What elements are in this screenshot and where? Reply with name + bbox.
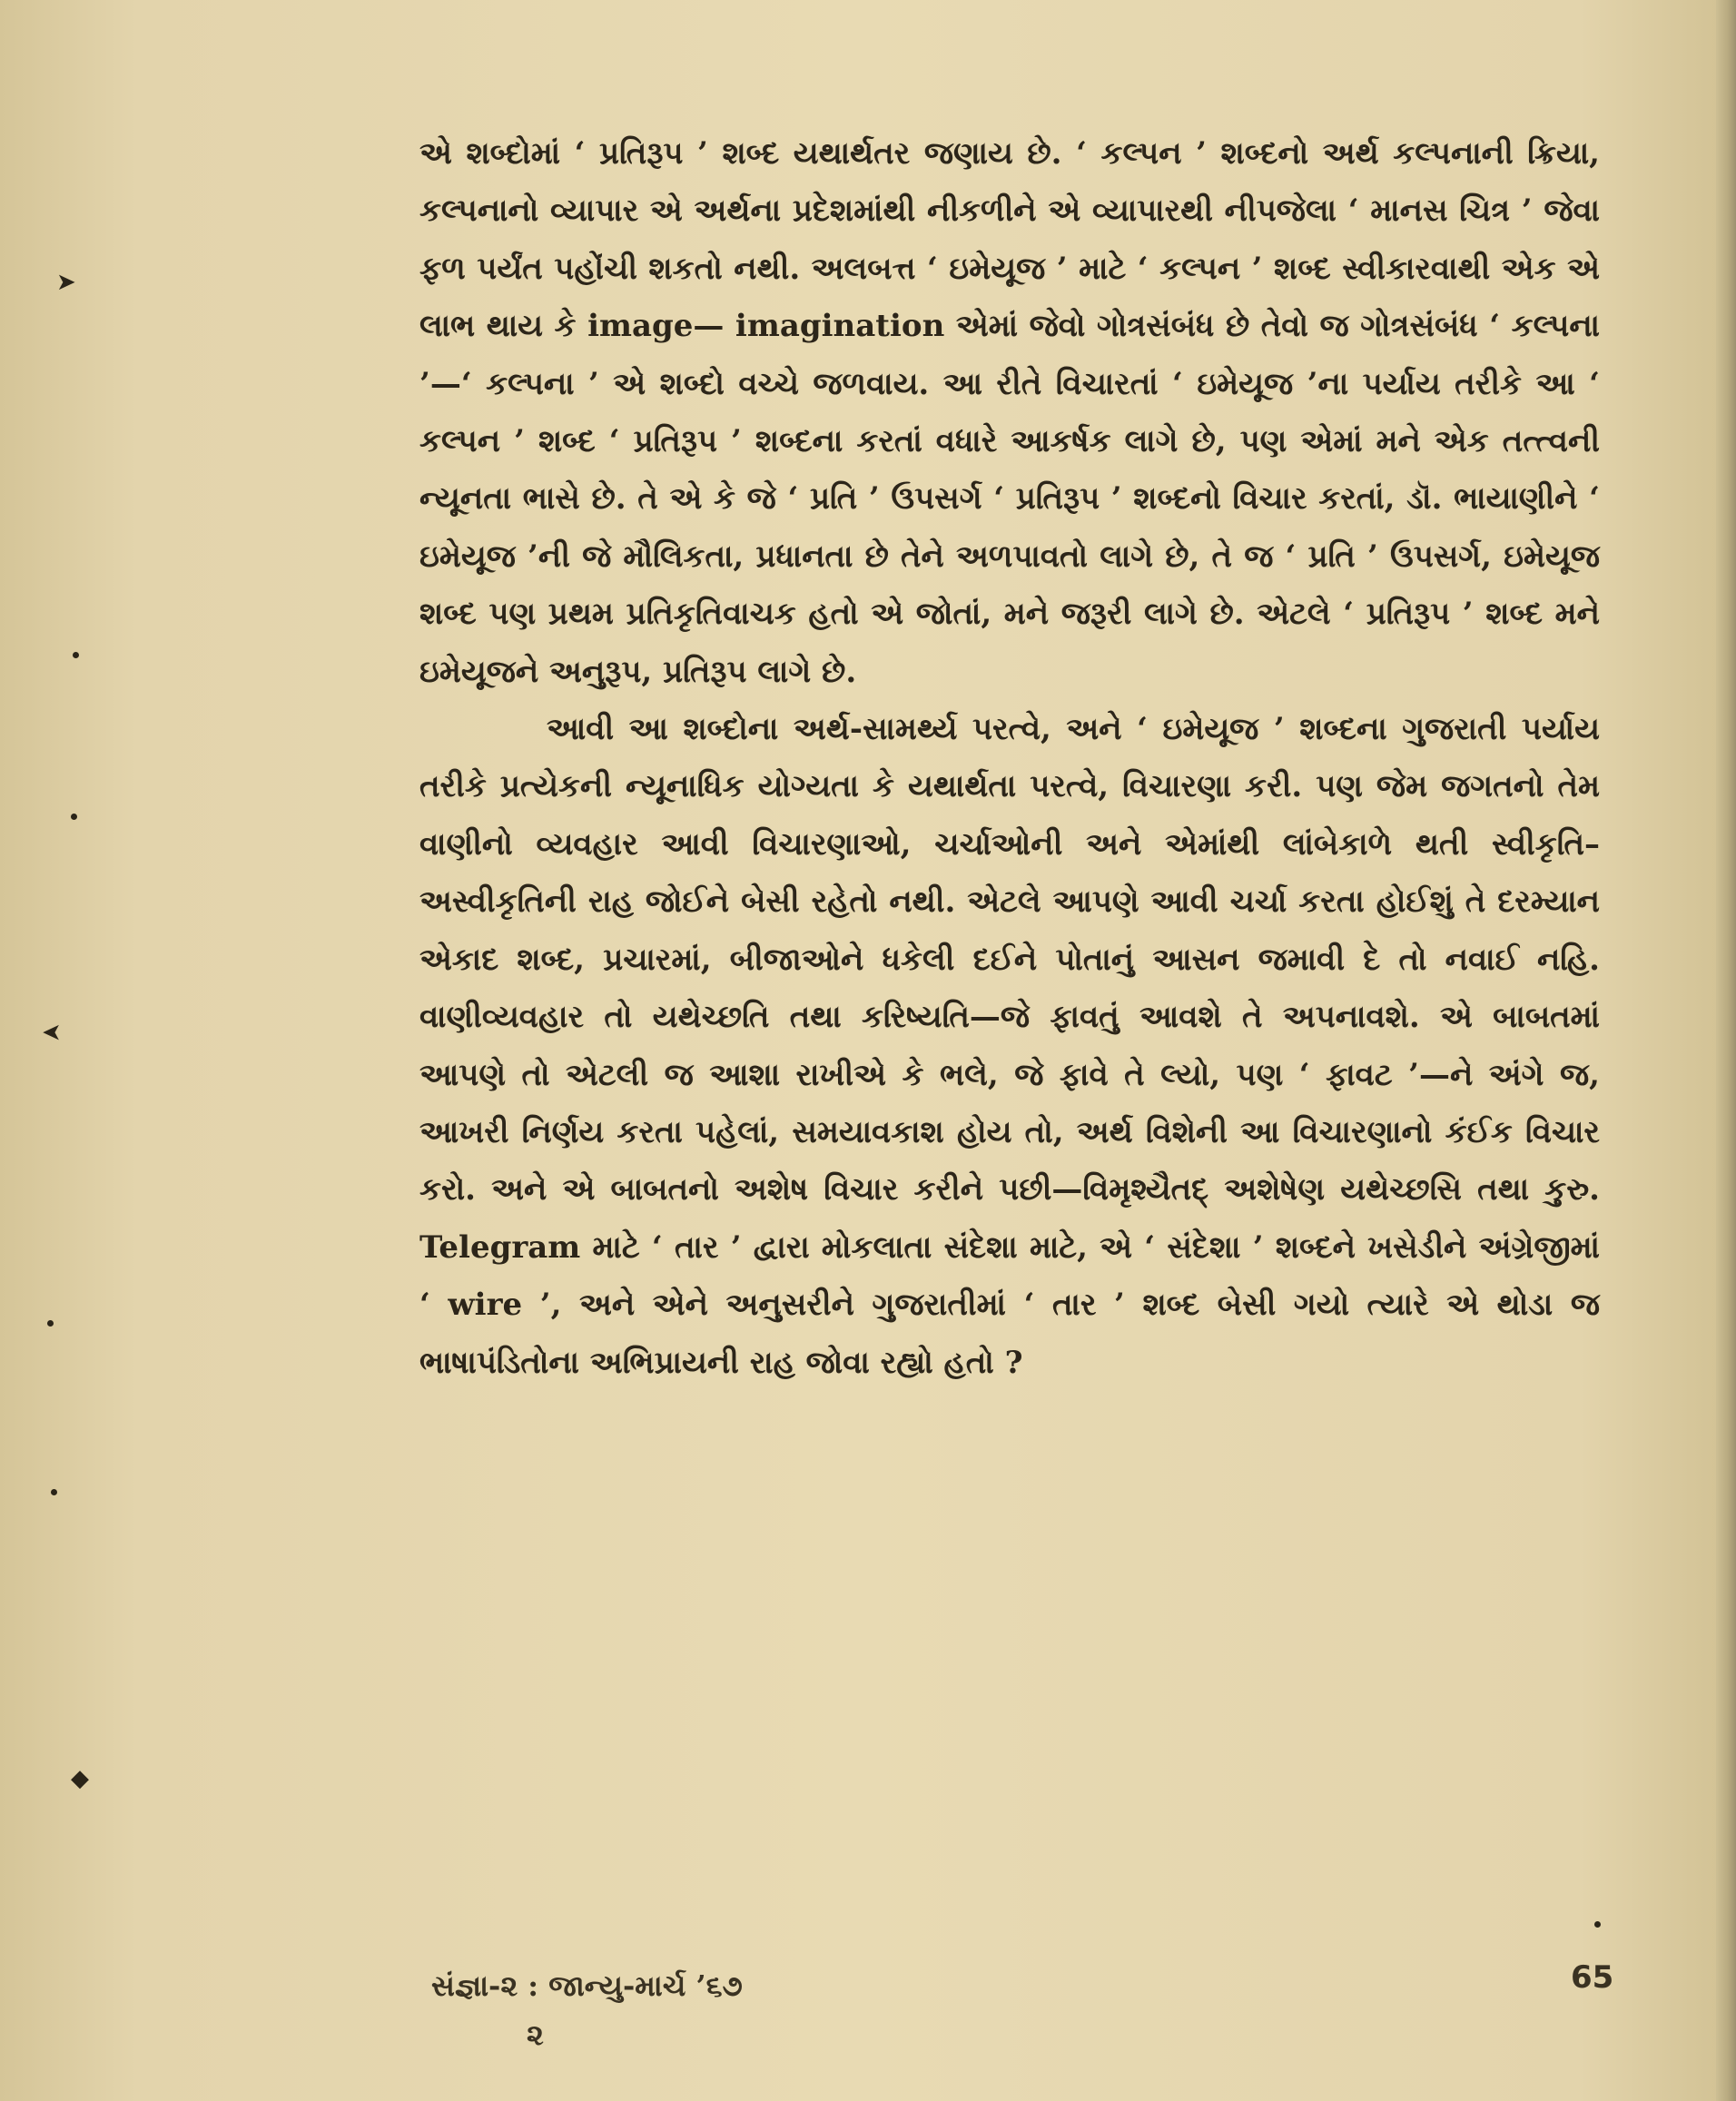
page-number: 65 xyxy=(1571,1959,1614,1996)
margin-mark-arrow-1: ➤ xyxy=(56,269,76,296)
margin-mark-3: ◆ xyxy=(71,1765,89,1792)
journal-footer: સંજ્ઞા-૨ : જાન્યુ-માર્ચ ’૬૭ xyxy=(431,1968,743,2003)
margin-speck-5 xyxy=(1594,1921,1601,1928)
margin-mark-arrow-2: ➤ xyxy=(42,1019,62,1046)
margin-speck-1 xyxy=(73,652,79,658)
margin-speck-3 xyxy=(47,1320,54,1327)
article-body xyxy=(419,125,1600,1392)
page-top-edge xyxy=(0,0,1716,13)
margin-speck-4 xyxy=(51,1489,57,1495)
paragraph-2: આવી આ શબ્દોના અર્થ-સામર્થ્ય પરત્વે, અને ‘ ઇમેયૂજ ’ શબ્દના ગુજરાતી પર્યાય તરીકે પ્રત્યેકની ન્યૂનાધિક યોગ્યતા કે યથાર્થતા પરત્વે, વિચારણા કરી. પણ જેમ જગતનો તેમ વાણીનો વ્યવહાર આવી વિચારણાઓ, ચર્ચાઓની અને એમાંથી લાંબેકાળે થતી સ્વીકૃતિ–અસ્વીકૃતિની રાહ જોઈને બેસી રહેતો નથી. એટલે આપણે આવી ચર્ચા કરતા હોઈશું તે દરમ્યાન એકાદ શબ્દ, પ્રચારમાં, બીજાઓને ધકેલી દઈને પોતાનું આસન જમાવી દે તો નવાઈ નહિ. વાણીવ્યવહાર તો યથેચ્છતિ તથા કરિષ્યતિ—જે ફાવતું આવશે તે અપનાવશે. એ બાબતમાં આપણે તો એટલી જ આશા રાખીએ કે ભલે, જે ફાવે તે લ્યો, પણ ‘ ફાવટ ’—ને અંગે જ, આખરી નિર્ણય કરતા પહેલાં, સમયાવકાશ હોય તો, અર્થ વિશેની આ વિચારણાનો કંઈક વિચાર કરો. અને એ બાબતનો અશેષ વિચાર કરીને પછી—વિમૃશ્યૈતદ્ અશેષેણ યથેચ્છસિ તથા કુરુ. Telegram માટે ‘ તાર ’ દ્વારા મોકલાતા સંદેશા માટે, એ ‘ સંદેશા ’ શબ્દને ખસેડીને અંગ્રેજીમાં ‘ wire ’, અને એને અનુસરીને ગુજરાતીમાં ‘ તાર ’ શબ્દ બેસી ગયો ત્યારે એ થોડા જ ભાષાપંડિતોના અભિપ્રાયની રાહ જોવા રહ્યો હતો ? xyxy=(419,711,1600,1381)
paragraph-1: એ શબ્દોમાં ‘ પ્રતિરૂપ ’ શબ્દ યથાર્થતર જણાય છે. ‘ કલ્પન ’ શબ્દનો અર્થ કલ્પનાની ક્રિયા, કલ્પનાનો વ્યાપાર એ અર્થના પ્રદેશમાંથી નીકળીને એ વ્યાપારથી નીપજેલા ‘ માનસ ચિત્ર ’ જેવા ફળ પર્યંત પહોંચી શકતો નથી. અલબત્ત ‘ ઇમેયૂજ ’ માટે ‘ કલ્પન ’ શબ્દ સ્વીકારવાથી એક એ લાભ થાય કે image— imagination એમાં જેવો ગોત્રસંબંધ છે તેવો જ ગોત્રસંબંધ ‘ કલ્પના ’—‘ કલ્પના ’ એ શબ્દો વચ્ચે જળવાય. આ રીતે વિચારતાં ‘ ઇમેયૂજ ’ના પર્યાય તરીકે આ ‘ કલ્પન ’ શબ્દ ‘ પ્રતિરૂપ ’ શબ્દના કરતાં વધારે આકર્ષક લાગે છે, પણ એમાં મને એક તત્ત્વની ન્યૂનતા ભાસે છે. તે એ કે જે ‘ પ્રતિ ’ ઉપસર્ગ ‘ પ્રતિરૂપ ’ શબ્દનો વિચાર કરતાં, ડૉ. ભાયાણીને ‘ ઇમેયૂજ ’ની જે મૌલિકતા, પ્રધાનતા છે તેને અળપાવતો લાગે છે, તે જ ‘ પ્રતિ ’ ઉપસર્ગ, ઇમેયૂજ શબ્દ પણ પ્રથમ પ્રતિકૃતિવાચક હતો એ જોતાં, મને જરૂરી લાગે છે. એટલે ‘ પ્રતિરૂપ ’ શબ્દ મને ઇમેયૂજને અનુરૂપ, પ્રતિરૂપ લાગે છે. xyxy=(419,135,1600,690)
page-binding-edge xyxy=(1716,0,1736,2101)
sheet-signature-mark: ૨ xyxy=(527,2017,544,2052)
margin-speck-2 xyxy=(71,814,77,820)
